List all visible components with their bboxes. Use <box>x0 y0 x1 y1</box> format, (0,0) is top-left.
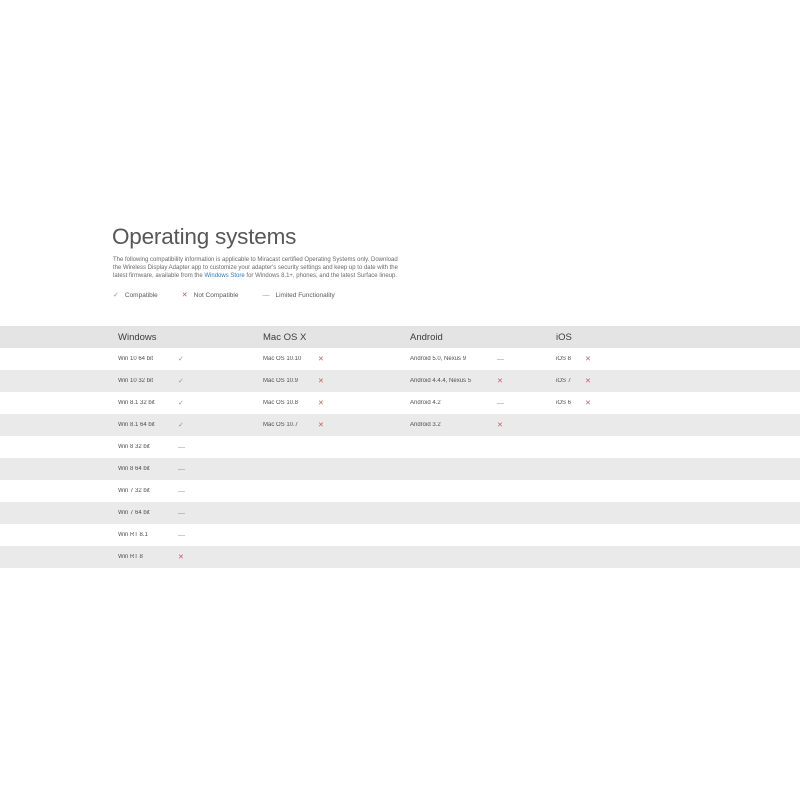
page-title: Operating systems <box>112 224 297 249</box>
table-row <box>0 480 800 502</box>
windows-version-label: Win 7 32 bit <box>118 488 150 494</box>
windows-status-mark: — <box>178 531 185 539</box>
table-row <box>0 502 800 524</box>
legend-label-limited-functionality: Limited Functionality <box>275 292 335 299</box>
intro-line-3-text: latest firmware, available from the <box>113 273 205 279</box>
table-row <box>0 392 800 414</box>
android-status-mark: — <box>497 399 504 407</box>
intro-line-3 <box>113 272 398 280</box>
windows-status-mark: — <box>178 465 185 473</box>
column-header-mac-os-x: Mac OS X <box>263 331 307 343</box>
table-row <box>0 458 800 480</box>
mac-status-mark: ✕ <box>318 355 324 363</box>
table-row <box>0 436 800 458</box>
table-row <box>0 546 800 568</box>
ios-status-mark: ✕ <box>585 399 591 407</box>
intro-line-1: The following compatibility information is applicable to Miracast certified Operating Systems only. Download <box>113 257 398 263</box>
legend <box>113 292 359 299</box>
android-version-label: Android 4.2 <box>410 400 441 406</box>
android-version-label: Android 4.4.4, Nexus 5 <box>410 378 472 384</box>
table-body <box>0 348 800 568</box>
dash-icon: — <box>262 292 270 299</box>
intro-paragraph <box>113 256 398 280</box>
windows-version-label: Win 10 64 bit <box>118 356 154 362</box>
windows-status-mark: ✓ <box>178 421 184 429</box>
windows-status-mark: ✓ <box>178 399 184 407</box>
windows-store-link[interactable]: Windows Store <box>204 273 245 279</box>
windows-version-label: Win 8.1 32 bit <box>118 400 155 406</box>
mac-version-label: Mac OS 10.8 <box>263 400 299 406</box>
ios-version-label: iOS 8 <box>556 356 572 362</box>
mac-status-mark: ✕ <box>318 421 324 429</box>
table-row <box>0 370 800 392</box>
intro-line-3-tail: for Windows 8.1+, phones, and the latest Surface lineup. <box>244 273 397 279</box>
android-status-mark: ✕ <box>497 421 503 429</box>
legend-item-limited-functionality <box>262 292 334 299</box>
table-row <box>0 348 800 370</box>
intro-line-2: the Wireless Display Adapter app to customize your adapter's security settings and keep up to date with the <box>113 265 398 271</box>
windows-status-mark: — <box>178 443 185 451</box>
windows-status-mark: ✕ <box>178 553 184 561</box>
legend-item-compatible <box>113 292 158 299</box>
windows-status-mark: ✓ <box>178 355 184 363</box>
ios-version-label: iOS 6 <box>556 400 572 406</box>
mac-status-mark: ✕ <box>318 377 324 385</box>
windows-status-mark: ✓ <box>178 377 184 385</box>
windows-version-label: Win 10 32 bit <box>118 378 154 384</box>
cross-icon: ✕ <box>181 292 188 299</box>
windows-version-label: Win 8 64 bit <box>118 466 150 472</box>
table-row <box>0 414 800 436</box>
android-version-label: Android 5.0, Nexus 9 <box>410 356 467 362</box>
legend-label-compatible: Compatible <box>124 292 158 299</box>
check-icon: ✓ <box>113 292 119 299</box>
windows-status-mark: — <box>178 509 185 517</box>
column-header-windows: Windows <box>118 331 157 343</box>
ios-version-label: iOS 7 <box>556 378 572 384</box>
windows-version-label: Win RT 8.1 <box>118 532 148 538</box>
android-status-mark: ✕ <box>497 377 503 385</box>
mac-status-mark: ✕ <box>318 399 324 407</box>
mac-version-label: Mac OS 10.9 <box>263 378 299 384</box>
android-status-mark: — <box>497 355 504 363</box>
legend-item-not-compatible <box>182 292 239 299</box>
android-version-label: Android 3.2 <box>410 422 441 428</box>
windows-status-mark: — <box>178 487 185 495</box>
ios-status-mark: ✕ <box>585 377 591 385</box>
compatibility-table <box>0 326 800 568</box>
column-header-ios: iOS <box>556 331 572 343</box>
column-header-android: Android <box>410 331 443 343</box>
mac-version-label: Mac OS 10.7 <box>263 422 299 428</box>
table-row <box>0 524 800 546</box>
windows-version-label: Win 8.1 64 bit <box>118 422 155 428</box>
table-header-row <box>0 326 800 348</box>
windows-version-label: Win 7 64 bit <box>118 510 150 516</box>
mac-version-label: Mac OS 10.10 <box>263 356 302 362</box>
ios-status-mark: ✕ <box>585 355 591 363</box>
legend-label-not-compatible: Not Compatible <box>193 292 239 299</box>
windows-version-label: Win RT 8 <box>118 554 143 560</box>
windows-version-label: Win 8 32 bit <box>118 444 150 450</box>
